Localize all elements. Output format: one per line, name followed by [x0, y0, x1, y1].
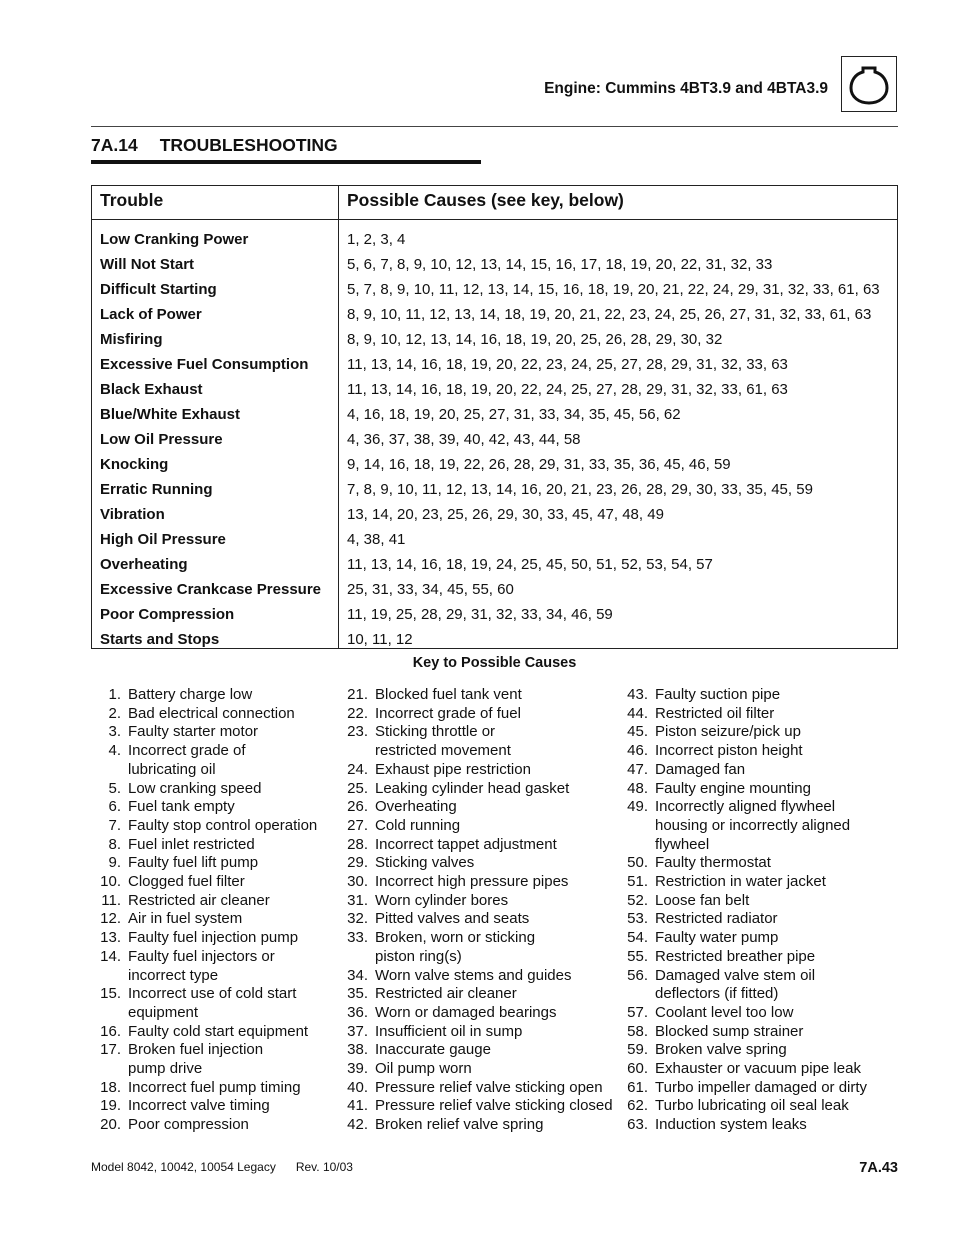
key-item-label: Poor compression [128, 1116, 249, 1134]
key-item [618, 723, 867, 742]
key-item-label: Damaged valve stem oil deflectors (if fitted) [655, 966, 816, 1003]
key-item [338, 723, 613, 760]
key-item-number: 2. [108, 704, 121, 722]
key-item-number: 23. [347, 723, 368, 741]
causes-cell: 11, 19, 25, 28, 29, 31, 32, 33, 34, 46, 59 [347, 606, 613, 623]
key-item-label: Restricted air cleaner [128, 891, 270, 909]
key-item-number: 11. [101, 891, 121, 909]
key-item-number: 7. [108, 816, 121, 834]
key-item-label: Faulty cold start equipment [128, 1022, 309, 1040]
key-item [91, 723, 317, 742]
key-item-label: Faulty water pump [655, 929, 779, 947]
key-item [338, 1060, 613, 1079]
key-item-number: 22. [347, 704, 368, 722]
key-item-label: Incorrect grade of lubricating oil [128, 742, 246, 778]
key-item-label: Coolant level too low [655, 1003, 794, 1021]
key-item-number: 24. [347, 760, 368, 778]
key-item-label: Insufficient oil in sump [375, 1022, 523, 1040]
table-row [92, 552, 897, 577]
key-item [338, 798, 613, 817]
footer-model-text: Model 8042, 10042, 10054 Legacy [91, 1160, 276, 1174]
key-item-number: 33. [347, 929, 368, 947]
key-item-label: Blocked fuel tank vent [375, 686, 522, 703]
trouble-cell: High Oil Pressure [100, 531, 226, 548]
key-item [91, 1023, 317, 1042]
key-item-label: Faulty fuel injectors or incorrect type [128, 947, 275, 984]
causes-cell: 11, 13, 14, 16, 18, 19, 24, 25, 45, 50, 51, 52, 53, 54, 57 [347, 556, 713, 573]
key-item [91, 1116, 317, 1135]
key-item-label: Faulty suction pipe [655, 686, 781, 703]
key-item-label: Incorrect use of cold start equipment [128, 985, 297, 1021]
key-item-number: 4. [108, 742, 121, 760]
causes-cell: 11, 13, 14, 16, 18, 19, 20, 22, 24, 25, 27, 28, 29, 31, 32, 33, 61, 63 [347, 381, 788, 398]
trouble-cell: Starts and Stops [100, 631, 220, 648]
key-item [618, 1004, 867, 1023]
key-item-number: 61. [627, 1078, 648, 1096]
key-item [91, 817, 317, 836]
key-item-number: 18. [100, 1078, 121, 1096]
table-row [92, 627, 897, 652]
table-header-row [92, 186, 897, 220]
key-item-label: Faulty fuel injection pump [128, 929, 299, 947]
key-item-label: Battery charge low [128, 686, 253, 703]
footer-model [91, 1160, 353, 1174]
key-column-1 [91, 686, 317, 1135]
key-item [618, 967, 867, 1004]
key-item [338, 873, 613, 892]
key-title: Key to Possible Causes [412, 655, 577, 671]
causes-cell: 1, 2, 3, 4 [347, 231, 406, 248]
key-item-label: Incorrect tappet adjustment [375, 835, 557, 853]
key-item-number: 6. [108, 798, 121, 816]
key-item-number: 39. [347, 1060, 368, 1078]
key-item [91, 780, 317, 799]
key-item-number: 44. [627, 704, 648, 722]
key-item-label: Pressure relief valve sticking open [375, 1078, 603, 1096]
key-item [618, 948, 867, 967]
key-item-number: 17. [100, 1041, 121, 1059]
key-item-number: 28. [347, 835, 368, 853]
header-trouble: Trouble [100, 190, 164, 210]
table-row [92, 402, 897, 427]
table-row [92, 602, 897, 627]
table-row [92, 477, 897, 502]
trouble-cell: Excessive Crankcase Pressure [100, 581, 322, 598]
key-item-label: Overheating [375, 798, 457, 816]
key-item [338, 705, 613, 724]
key-item [91, 892, 317, 911]
key-item-number: 21. [347, 686, 368, 703]
key-item-label: Exhaust pipe restriction [375, 760, 531, 778]
key-item-label: Sticking throttle or restricted movement [375, 723, 511, 760]
trouble-cell: Vibration [100, 506, 165, 523]
key-item-number: 5. [108, 779, 121, 797]
key-item [91, 742, 317, 779]
trouble-cell: Black Exhaust [100, 381, 203, 398]
key-item-label: Loose fan belt [655, 891, 750, 909]
causes-cell: 9, 14, 16, 18, 19, 22, 26, 28, 29, 31, 33, 35, 36, 45, 46, 59 [347, 456, 731, 473]
key-item-number: 49. [627, 798, 648, 816]
key-item-number: 38. [347, 1041, 368, 1059]
key-item [91, 1097, 317, 1116]
key-item-number: 3. [108, 723, 121, 741]
key-item-label: Exhauster or vacuum pipe leak [655, 1060, 861, 1078]
key-item [338, 1004, 613, 1023]
trouble-cell: Excessive Fuel Consumption [100, 356, 309, 373]
causes-cell: 8, 9, 10, 12, 13, 14, 16, 18, 19, 20, 25, 26, 28, 29, 30, 32 [347, 331, 723, 348]
key-item-label: Restriction in water jacket [655, 873, 826, 891]
key-item [91, 1079, 317, 1098]
trouble-cell: Erratic Running [100, 481, 213, 498]
key-item [338, 686, 613, 705]
key-item-label: Restricted air cleaner [375, 985, 517, 1003]
key-item-number: 26. [347, 798, 368, 816]
key-item-label: Broken, worn or sticking piston ring(s) [375, 929, 536, 965]
key-item-number: 25. [347, 779, 368, 797]
trouble-cell: Poor Compression [100, 606, 235, 623]
key-item [338, 1023, 613, 1042]
key-item-number: 40. [347, 1078, 368, 1096]
key-item-label: Blocked sump strainer [655, 1022, 804, 1040]
key-item-label: Low cranking speed [128, 779, 262, 797]
key-item-label: Incorrect fuel pump timing [128, 1078, 301, 1096]
key-item-number: 60. [627, 1060, 648, 1078]
key-item-number: 29. [347, 854, 368, 872]
key-item-label: Piston seizure/pick up [655, 723, 801, 741]
key-item [91, 798, 317, 817]
key-item-number: 52. [627, 891, 648, 909]
causes-cell: 4, 36, 37, 38, 39, 40, 42, 43, 44, 58 [347, 431, 581, 448]
causes-cell: 4, 16, 18, 19, 20, 25, 27, 31, 33, 34, 35, 45, 56, 62 [347, 406, 681, 423]
key-item-label: Oil pump worn [375, 1060, 472, 1078]
causes-cell: 13, 14, 20, 23, 25, 26, 29, 30, 33, 45, 47, 48, 49 [347, 506, 664, 523]
trouble-cell: Lack of Power [100, 306, 202, 323]
key-item [338, 929, 613, 966]
trouble-cell: Low Oil Pressure [100, 431, 223, 448]
key-item-label: Faulty starter motor [128, 723, 259, 741]
causes-cell: 7, 8, 9, 10, 11, 12, 13, 14, 16, 20, 21, 23, 26, 28, 29, 30, 33, 35, 45, 59 [347, 481, 813, 498]
key-item [618, 705, 867, 724]
key-item [338, 1097, 613, 1116]
key-item [618, 686, 867, 705]
table-row [92, 427, 897, 452]
key-item-label: Air in fuel system [128, 910, 243, 928]
key-item-label: Worn cylinder bores [375, 891, 509, 909]
key-column-2 [338, 686, 613, 1135]
key-item-label: Fuel inlet restricted [128, 835, 255, 853]
key-item-label: Worn valve stems and guides [375, 966, 572, 984]
key-item [338, 1041, 613, 1060]
key-item-label: Faulty fuel lift pump [128, 854, 259, 872]
key-item-number: 32. [347, 910, 368, 928]
key-item [618, 780, 867, 799]
causes-cell: 25, 31, 33, 34, 45, 55, 60 [347, 581, 514, 598]
key-item [91, 910, 317, 929]
causes-cell: 4, 38, 41 [347, 531, 406, 548]
key-item [618, 1060, 867, 1079]
footer-rev: Rev. 10/03 [295, 1160, 353, 1174]
causes-cell: 5, 6, 7, 8, 9, 10, 12, 13, 14, 15, 16, 17, 18, 19, 20, 22, 31, 32, 33 [347, 256, 773, 273]
table-row [92, 577, 897, 602]
section-title [91, 135, 338, 156]
key-item [618, 854, 867, 873]
key-item-label: Broken relief valve spring [375, 1116, 544, 1134]
table-row [92, 502, 897, 527]
key-item-label: Incorrect high pressure pipes [375, 873, 569, 891]
key-item-number: 54. [627, 929, 648, 947]
key-item-label: Faulty stop control operation [128, 816, 318, 834]
page-header-title: Engine: Cummins 4BT3.9 and 4BTA3.9 [544, 80, 828, 97]
key-item-label: Pressure relief valve sticking closed [375, 1097, 613, 1115]
key-item-number: 42. [347, 1116, 368, 1134]
key-item-number: 35. [347, 985, 368, 1003]
key-item [91, 873, 317, 892]
trouble-cell: Misfiring [100, 331, 163, 348]
key-item-label: Restricted oil filter [655, 704, 775, 722]
key-item [338, 985, 613, 1004]
key-item-number: 10. [100, 873, 121, 891]
key-item [618, 1116, 867, 1135]
key-item-number: 47. [627, 760, 648, 778]
key-item-label: Incorrect grade of fuel [375, 704, 521, 722]
engine-icon [841, 56, 897, 112]
key-item-number: 36. [347, 1003, 368, 1021]
table-row [92, 352, 897, 377]
key-item-number: 51. [627, 873, 648, 891]
key-item-number: 58. [627, 1022, 648, 1040]
key-item [618, 929, 867, 948]
key-item-number: 62. [627, 1097, 648, 1115]
trouble-cell: Knocking [100, 456, 169, 473]
key-item-number: 53. [627, 910, 648, 928]
key-item-label: Broken valve spring [655, 1041, 787, 1059]
key-item-number: 37. [347, 1022, 368, 1040]
key-item-label: Pitted valves and seats [375, 910, 530, 928]
header-rule [91, 126, 898, 127]
key-item [618, 1097, 867, 1116]
key-item-number: 31. [347, 891, 368, 909]
key-item-number: 63. [627, 1116, 648, 1134]
key-item [91, 1041, 317, 1078]
key-item [338, 910, 613, 929]
key-column-3 [618, 686, 867, 1135]
key-item [618, 892, 867, 911]
causes-cell: 11, 13, 14, 16, 18, 19, 20, 22, 23, 24, 25, 27, 28, 29, 31, 32, 33, 63 [347, 356, 788, 373]
key-item [338, 854, 613, 873]
key-item-number: 41. [347, 1097, 368, 1115]
key-item [338, 761, 613, 780]
key-item-label: Faulty engine mounting [655, 779, 811, 797]
table-row [92, 327, 897, 352]
key-item [338, 892, 613, 911]
key-item-number: 16. [100, 1022, 121, 1040]
key-item [91, 854, 317, 873]
key-item-number: 50. [627, 854, 648, 872]
key-item-label: Induction system leaks [655, 1116, 807, 1134]
causes-cell: 10, 11, 12 [347, 631, 413, 648]
table-row [92, 302, 897, 327]
key-item [338, 780, 613, 799]
key-item-label: Faulty thermostat [655, 854, 771, 872]
key-item-number: 15. [100, 985, 121, 1003]
key-item [91, 686, 317, 705]
key-item-label: Bad electrical connection [128, 704, 295, 722]
key-item-label: Incorrect piston height [655, 742, 803, 760]
table-row [92, 277, 897, 302]
trouble-cell: Difficult Starting [100, 281, 217, 298]
table-row [92, 377, 897, 402]
key-item [338, 1079, 613, 1098]
key-item-number: 19. [100, 1097, 121, 1115]
key-item-label: Turbo lubricating oil seal leak [655, 1097, 849, 1115]
key-item [618, 873, 867, 892]
key-item-label: Restricted radiator [655, 910, 778, 928]
table-row [92, 527, 897, 552]
key-item [91, 948, 317, 985]
key-item [618, 761, 867, 780]
key-item-label: Sticking valves [375, 854, 475, 872]
key-item-number: 45. [627, 723, 648, 741]
key-item [91, 836, 317, 855]
key-item-number: 12. [100, 910, 121, 928]
table-row [92, 252, 897, 277]
key-item [618, 798, 867, 854]
section-number: 7A.14 [91, 135, 138, 155]
key-item-label: Inaccurate gauge [375, 1041, 491, 1059]
key-item [91, 985, 317, 1022]
key-item-label: Damaged fan [655, 760, 746, 778]
trouble-cell: Overheating [100, 556, 188, 573]
key-item-number: 30. [347, 873, 368, 891]
table-row [92, 227, 897, 252]
trouble-cell: Low Cranking Power [100, 231, 249, 248]
key-item-number: 46. [627, 742, 648, 760]
key-item-label: Incorrect valve timing [128, 1097, 270, 1115]
key-item-label: Worn or damaged bearings [375, 1003, 557, 1021]
key-item [618, 910, 867, 929]
key-item-number: 13. [100, 929, 121, 947]
key-item-number: 43. [627, 686, 648, 703]
key-item-number: 34. [347, 966, 368, 984]
page-number: 7A.43 [859, 1160, 898, 1176]
key-item-number: 57. [627, 1003, 648, 1021]
key-item-label: Leaking cylinder head gasket [375, 779, 570, 797]
key-item-number: 48. [627, 779, 648, 797]
key-item-number: 1. [108, 686, 121, 703]
key-item-number: 14. [100, 947, 121, 965]
key-item-label: Clogged fuel filter [128, 873, 245, 891]
trouble-cell: Will Not Start [100, 256, 195, 273]
trouble-cell: Blue/White Exhaust [100, 406, 241, 423]
key-item [618, 1023, 867, 1042]
header-causes: Possible Causes (see key, below) [347, 190, 624, 210]
key-item-number: 27. [347, 816, 368, 834]
key-item-number: 56. [627, 966, 648, 984]
table-row [92, 452, 897, 477]
key-item-number: 8. [108, 835, 121, 853]
key-item [338, 967, 613, 986]
key-item [91, 929, 317, 948]
key-item [618, 1041, 867, 1060]
key-item-label: Turbo impeller damaged or dirty [655, 1078, 868, 1096]
section-underline [91, 160, 481, 164]
key-item [618, 742, 867, 761]
causes-cell: 5, 7, 8, 9, 10, 11, 12, 13, 14, 15, 16, 18, 19, 20, 21, 22, 24, 29, 31, 32, 33, 61, 63 [347, 281, 880, 298]
key-item [338, 836, 613, 855]
causes-cell: 8, 9, 10, 11, 12, 13, 14, 18, 19, 20, 21, 22, 23, 24, 25, 26, 27, 31, 32, 33, 61, 63 [347, 306, 872, 323]
key-item-number: 9. [108, 854, 121, 872]
key-item-number: 55. [627, 947, 648, 965]
key-item [91, 705, 317, 724]
section-title-text: TROUBLESHOOTING [159, 135, 338, 155]
key-item-label: Incorrectly aligned flywheel housing or incorrectly aligned flywheel [655, 798, 851, 853]
key-item [338, 817, 613, 836]
key-item-label: Cold running [375, 816, 461, 834]
key-item-label: Broken fuel injection pump drive [128, 1041, 264, 1078]
key-item [618, 1079, 867, 1098]
key-item-number: 20. [100, 1116, 121, 1134]
key-item-label: Restricted breather pipe [655, 947, 816, 965]
key-item-number: 59. [627, 1041, 648, 1059]
key-item [338, 1116, 613, 1135]
troubleshooting-table [91, 185, 898, 649]
key-item-label: Fuel tank empty [128, 798, 235, 816]
